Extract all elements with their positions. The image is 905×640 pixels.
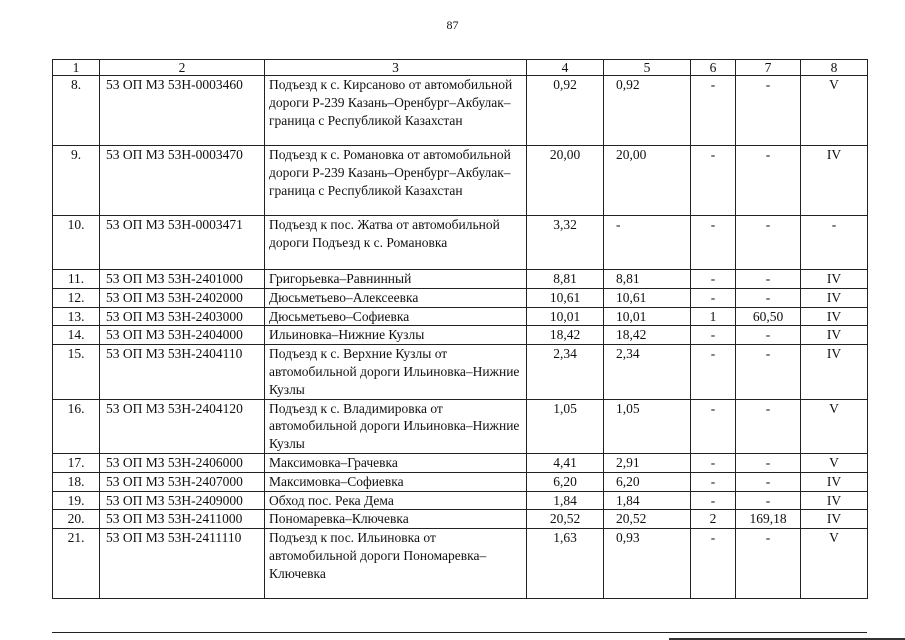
road-code: 53 ОП МЗ 53Н-2404110 (100, 345, 265, 399)
table-row (53, 76, 868, 146)
table-row (53, 529, 868, 599)
road-code: 53 ОП МЗ 53Н-2411110 (100, 529, 265, 599)
road-code: 53 ОП МЗ 53Н-2406000 (100, 453, 265, 472)
row-number: 8. (53, 76, 100, 146)
road-code: 53 ОП МЗ 53Н-0003471 (100, 216, 265, 270)
row-number: 13. (53, 307, 100, 326)
road-name: Подъезд к пос. Жатва от автомобильной дороги Подъезд к с. Романовка (265, 216, 527, 270)
road-category: V (801, 529, 868, 599)
row-number: 10. (53, 216, 100, 270)
road-name: Ильиновка–Нижние Кузлы (265, 326, 527, 345)
bridges-length: - (736, 472, 801, 491)
row-number: 9. (53, 146, 100, 216)
road-name: Подъезд к с. Кирсаново от автомобильной дороги Р-239 Казань–Оренбург–Акбулак–граница с Республикой Казахстан (265, 76, 527, 146)
bridges-length: - (736, 216, 801, 270)
row-number: 17. (53, 453, 100, 472)
bridges-count: - (691, 270, 736, 289)
row-number: 18. (53, 472, 100, 491)
row-number: 21. (53, 529, 100, 599)
bridges-length: - (736, 288, 801, 307)
column-header: 8 (801, 60, 868, 76)
column-header: 2 (100, 60, 265, 76)
column-header: 6 (691, 60, 736, 76)
road-category: IV (801, 270, 868, 289)
road-code: 53 ОП МЗ 53Н-2403000 (100, 307, 265, 326)
bridges-length: 60,50 (736, 307, 801, 326)
length-total: 10,61 (527, 288, 604, 307)
length-paved: - (604, 216, 691, 270)
table-row (53, 345, 868, 399)
bridges-length: - (736, 399, 801, 453)
road-code: 53 ОП МЗ 53Н-2411000 (100, 510, 265, 529)
road-name: Григорьевка–Равнинный (265, 270, 527, 289)
length-paved: 0,92 (604, 76, 691, 146)
column-header: 1 (53, 60, 100, 76)
bridges-count: - (691, 491, 736, 510)
road-category: IV (801, 307, 868, 326)
table-row (53, 307, 868, 326)
column-header: 7 (736, 60, 801, 76)
bridges-count: - (691, 216, 736, 270)
bridges-count: - (691, 472, 736, 491)
bridges-length: - (736, 326, 801, 345)
bridges-count: - (691, 529, 736, 599)
road-code: 53 ОП МЗ 53Н-2401000 (100, 270, 265, 289)
road-category: IV (801, 326, 868, 345)
length-total: 8,81 (527, 270, 604, 289)
length-total: 6,20 (527, 472, 604, 491)
table-row (53, 399, 868, 453)
road-name: Подъезд к с. Романовка от автомобильной дороги Р-239 Казань–Оренбург–Акбулак–граница с Республикой Казахстан (265, 146, 527, 216)
row-number: 19. (53, 491, 100, 510)
length-paved: 20,00 (604, 146, 691, 216)
bridges-length: - (736, 453, 801, 472)
length-total: 3,32 (527, 216, 604, 270)
road-category: IV (801, 345, 868, 399)
length-total: 4,41 (527, 453, 604, 472)
table-row (53, 510, 868, 529)
header-row (53, 60, 868, 76)
bridges-length: - (736, 345, 801, 399)
column-header: 3 (265, 60, 527, 76)
road-category: V (801, 453, 868, 472)
table-row (53, 270, 868, 289)
length-paved: 8,81 (604, 270, 691, 289)
row-number: 20. (53, 510, 100, 529)
table-row (53, 472, 868, 491)
length-paved: 1,84 (604, 491, 691, 510)
table-row (53, 453, 868, 472)
road-category: - (801, 216, 868, 270)
length-paved: 10,61 (604, 288, 691, 307)
length-paved: 2,91 (604, 453, 691, 472)
length-total: 20,00 (527, 146, 604, 216)
road-category: IV (801, 288, 868, 307)
table-row (53, 288, 868, 307)
column-header: 5 (604, 60, 691, 76)
length-paved: 6,20 (604, 472, 691, 491)
road-category: V (801, 76, 868, 146)
table-row (53, 326, 868, 345)
length-total: 1,63 (527, 529, 604, 599)
length-total: 2,34 (527, 345, 604, 399)
bridges-count: - (691, 288, 736, 307)
row-number: 12. (53, 288, 100, 307)
road-category: V (801, 399, 868, 453)
bridges-length: - (736, 270, 801, 289)
road-name: Максимовка–Софиевка (265, 472, 527, 491)
bridges-count: - (691, 399, 736, 453)
road-category: IV (801, 510, 868, 529)
bridges-length: - (736, 491, 801, 510)
length-total: 18,42 (527, 326, 604, 345)
table-row (53, 216, 868, 270)
bridges-length: - (736, 76, 801, 146)
road-code: 53 ОП МЗ 53Н-2407000 (100, 472, 265, 491)
roads-table (52, 59, 868, 599)
length-paved: 18,42 (604, 326, 691, 345)
road-category: IV (801, 146, 868, 216)
road-name: Подъезд к с. Владимировка от автомобильной дороги Ильиновка–Нижние Кузлы (265, 399, 527, 453)
row-number: 11. (53, 270, 100, 289)
road-code: 53 ОП МЗ 53Н-0003460 (100, 76, 265, 146)
page-number: 87 (446, 18, 459, 32)
bridges-count: 2 (691, 510, 736, 529)
length-paved: 1,05 (604, 399, 691, 453)
length-paved: 2,34 (604, 345, 691, 399)
road-code: 53 ОП МЗ 53Н-2409000 (100, 491, 265, 510)
bridges-length: 169,18 (736, 510, 801, 529)
bridges-count: - (691, 345, 736, 399)
length-paved: 0,93 (604, 529, 691, 599)
bridges-length: - (736, 146, 801, 216)
road-name: Дюсьметьево–Алексеевка (265, 288, 527, 307)
row-number: 14. (53, 326, 100, 345)
table-bottom-border (52, 632, 867, 633)
bridges-count: - (691, 453, 736, 472)
road-category: IV (801, 472, 868, 491)
road-category: IV (801, 491, 868, 510)
road-code: 53 ОП МЗ 53Н-2402000 (100, 288, 265, 307)
row-number: 16. (53, 399, 100, 453)
road-name: Максимовка–Грачевка (265, 453, 527, 472)
road-name: Подъезд к с. Верхние Кузлы от автомобильной дороги Ильиновка–Нижние Кузлы (265, 345, 527, 399)
row-number: 15. (53, 345, 100, 399)
road-name: Пономаревка–Ключевка (265, 510, 527, 529)
bridges-count: - (691, 146, 736, 216)
table-row (53, 491, 868, 510)
length-total: 20,52 (527, 510, 604, 529)
length-paved: 10,01 (604, 307, 691, 326)
length-total: 0,92 (527, 76, 604, 146)
column-header: 4 (527, 60, 604, 76)
road-name: Обход пос. Река Дема (265, 491, 527, 510)
bridges-count: 1 (691, 307, 736, 326)
road-name: Подъезд к пос. Ильиновка от автомобильной дороги Пономаревка–Ключевка (265, 529, 527, 599)
road-code: 53 ОП МЗ 53Н-0003470 (100, 146, 265, 216)
length-total: 1,05 (527, 399, 604, 453)
bridges-count: - (691, 76, 736, 146)
length-total: 10,01 (527, 307, 604, 326)
bridges-length: - (736, 529, 801, 599)
length-total: 1,84 (527, 491, 604, 510)
road-name: Дюсьметьево–Софиевка (265, 307, 527, 326)
bridges-count: - (691, 326, 736, 345)
road-code: 53 ОП МЗ 53Н-2404000 (100, 326, 265, 345)
length-paved: 20,52 (604, 510, 691, 529)
table-row (53, 146, 868, 216)
road-code: 53 ОП МЗ 53Н-2404120 (100, 399, 265, 453)
